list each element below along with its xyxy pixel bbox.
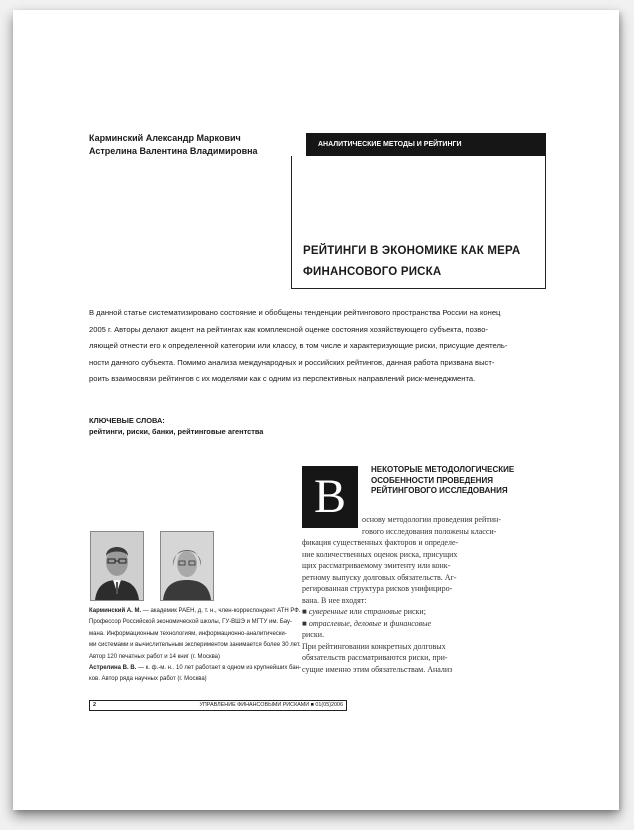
section-heading bbox=[371, 465, 551, 497]
journal-page bbox=[13, 10, 619, 810]
portrait-man-icon bbox=[91, 532, 143, 600]
article-title bbox=[303, 241, 543, 283]
portrait-woman-icon bbox=[161, 532, 213, 600]
author-2: Астрелина Валентина Владимировна bbox=[89, 146, 258, 156]
bullet-text: , bbox=[349, 618, 354, 628]
bullet-term: страновые bbox=[363, 607, 402, 616]
bio-line: ми системами и вычислительным экспериментом занимается более 30 лет. bbox=[89, 642, 301, 649]
body-line: риски. bbox=[302, 630, 324, 639]
bullet-term: финансовые bbox=[389, 618, 432, 628]
bio-line bbox=[89, 663, 345, 674]
title-line-1: РЕЙТИНГИ В ЭКОНОМИКЕ КАК МЕРА bbox=[303, 245, 521, 257]
bullet-term: суверенные bbox=[308, 607, 348, 616]
body-line: щих рассматриваемому эмитенту или конк- bbox=[302, 561, 451, 570]
bio-name: Карминский А. М. bbox=[89, 608, 142, 614]
journal-name: УПРАВЛЕНИЕ ФИНАНСОВЫМИ РИСКАМИ ■ 01(05)2006 bbox=[199, 702, 343, 708]
bullet-text: или bbox=[347, 607, 364, 616]
body-line: основу методологии проведения рейтин- bbox=[362, 515, 501, 524]
bio-text: — к. ф.-м. н.. 10 лет работает в одном из крупнейших бан- bbox=[136, 665, 301, 672]
abstract-line: В данной статье систематизировано состояние и обобщены тенденции рейтингового пространства России на конец bbox=[89, 308, 501, 317]
bio-line: мана. Информационным технологиям, информационно-аналитически- bbox=[89, 630, 287, 637]
body-line: сущие именно этим обязательствам. Анализ bbox=[302, 664, 453, 674]
section-heading-line: НЕКОТОРЫЕ МЕТОДОЛОГИЧЕСКИЕ bbox=[371, 465, 515, 474]
bullet-icon: ■ bbox=[302, 618, 309, 628]
body-line: При рейтинговании конкретных долговых bbox=[302, 641, 446, 651]
author-names bbox=[89, 132, 258, 158]
body-line: обязательств рассматриваются риски, при- bbox=[302, 653, 448, 662]
author-1: Карминский Александр Маркович bbox=[89, 133, 241, 143]
abstract bbox=[89, 305, 547, 388]
bullet-term: деловые bbox=[353, 618, 382, 628]
bio-line bbox=[89, 606, 345, 617]
bio-name: Астрелина В. В. bbox=[89, 665, 137, 672]
body-line: ние количественных оценок риска, присущих bbox=[302, 549, 458, 559]
section-heading-line: ОСОБЕННОСТИ ПРОВЕДЕНИЯ bbox=[371, 475, 493, 485]
abstract-line: роить взаимосвязи рейтингов с их моделями как с одним из перспективных направлений риск-менеджмента. bbox=[89, 374, 476, 384]
bullet-text: риски; bbox=[401, 607, 426, 616]
body-line: гового исследования положены класси- bbox=[362, 526, 497, 536]
keywords-heading: КЛЮЧЕВЫЕ СЛОВА: bbox=[89, 416, 165, 425]
keywords-list: рейтинги, риски, банки, рейтинговые агентства bbox=[89, 427, 264, 436]
bullet-icon: ■ bbox=[302, 607, 309, 616]
body-line: вана. В нее входят: bbox=[302, 595, 367, 605]
bio-text: — академик РАЕН, д. т. н., член-корреспондент АТН РФ. bbox=[141, 608, 301, 614]
bio-line: Автор 120 печатных работ и 14 книг (г. Москва) bbox=[89, 653, 221, 660]
section-heading-line: РЕЙТИНГОВОГО ИССЛЕДОВАНИЯ bbox=[371, 486, 508, 495]
body-line: ретному выпуску долговых обязательств. Аг- bbox=[302, 572, 457, 582]
author-photo-karminsky bbox=[90, 531, 144, 601]
bullet-text: и bbox=[381, 618, 390, 628]
abstract-line: 2005 г. Авторы делают акцент на рейтингах как комплексной оценке состояния хозяйствующего субъекта, позво- bbox=[89, 324, 488, 334]
bio-line: ков. Автор ряда научных работ (г. Москва) bbox=[89, 676, 207, 683]
page-footer bbox=[89, 700, 347, 711]
drop-cap: В bbox=[302, 466, 358, 528]
abstract-line: ляющей отнести его к определенной категории или классу, в том числе и характеризующие риски, присущие деятель- bbox=[89, 341, 508, 351]
author-photo-astrelina bbox=[160, 531, 214, 601]
abstract-line: ности данного субъекта. Помимо анализа международных и российских рейтингов, данная работа призвана выст- bbox=[89, 357, 495, 367]
title-line-2: ФИНАНСОВОГО РИСКА bbox=[303, 266, 442, 278]
body-line: регированная структура рисков унифициро- bbox=[302, 584, 453, 593]
author-bios bbox=[89, 606, 345, 686]
rubric-label: АНАЛИТИЧЕСКИЕ МЕТОДЫ И РЕЙТИНГИ bbox=[306, 133, 546, 156]
bullet-term: отраслевые bbox=[308, 618, 350, 628]
page-number: 2 bbox=[93, 702, 96, 708]
bio-line: Профессор Российской экономической школы, ГУ-ВШЭ и МГТУ им. Бау- bbox=[89, 619, 293, 626]
body-line: фикация существенных факторов и определе- bbox=[302, 538, 459, 547]
